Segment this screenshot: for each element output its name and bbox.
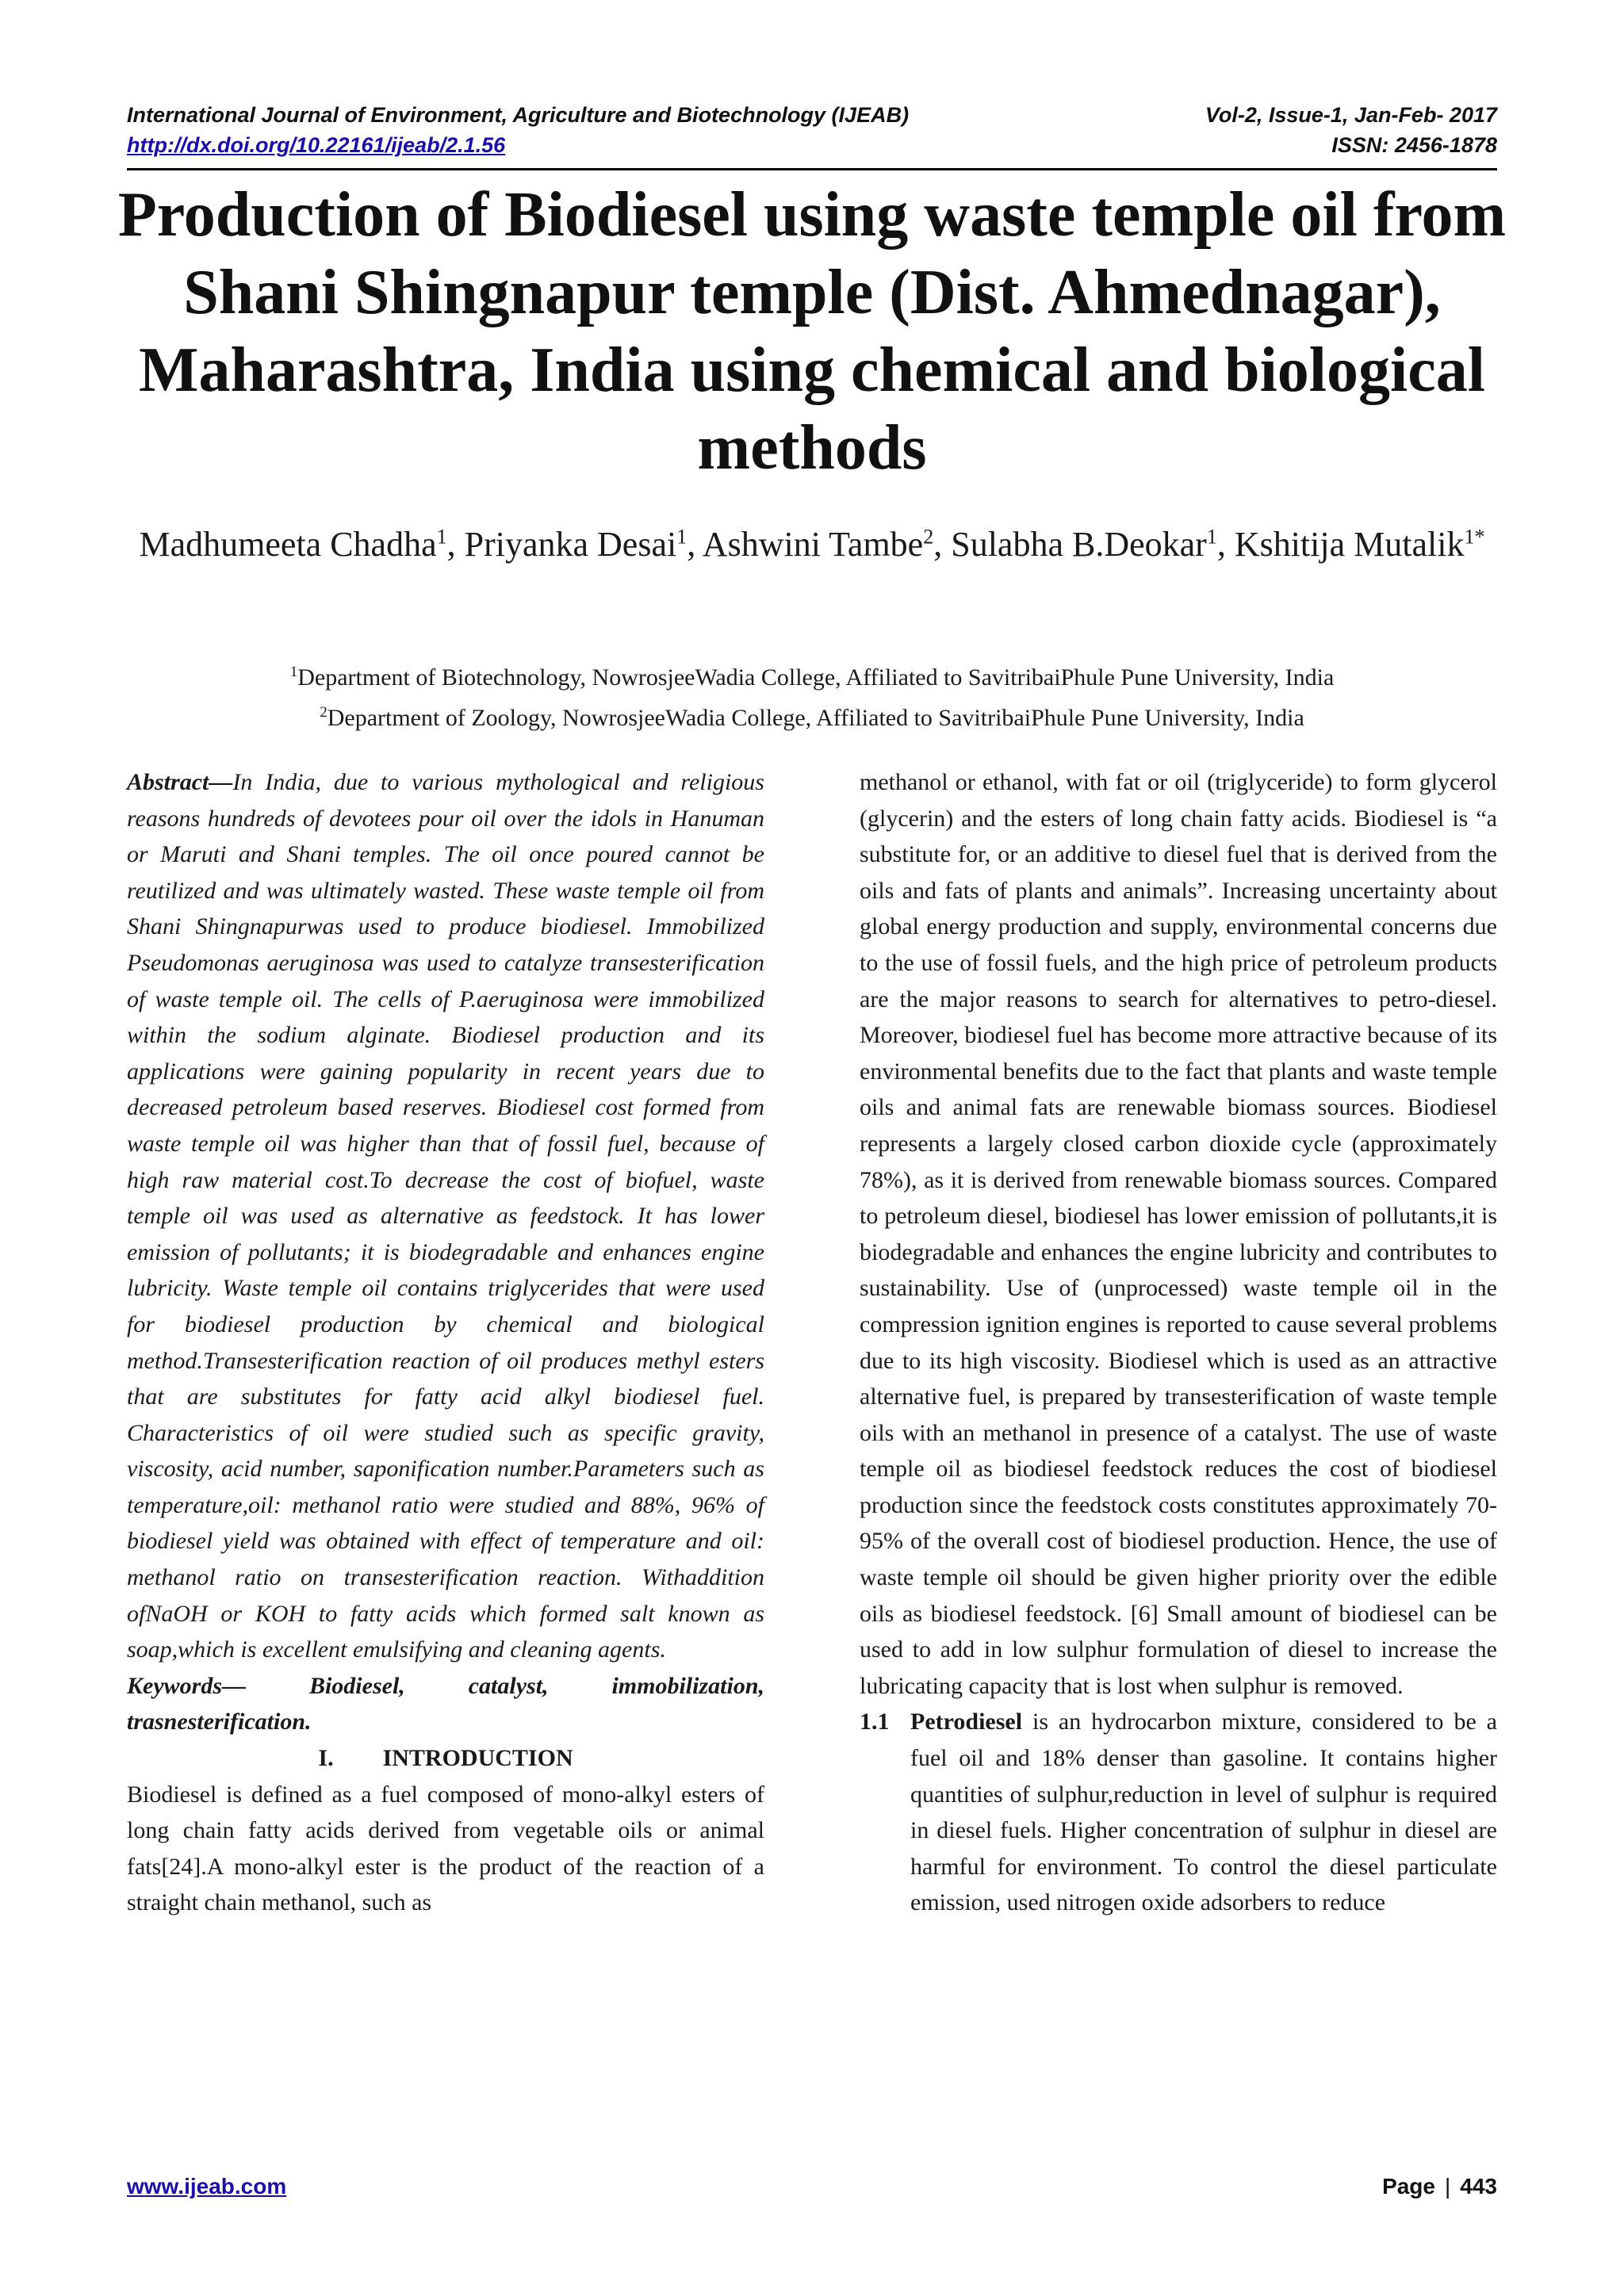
section-title: INTRODUCTION bbox=[382, 1745, 573, 1772]
keywords-text: Biodiesel, catalyst, immobilization, trasnesterification. bbox=[127, 1672, 765, 1735]
abstract-label: Abstract— bbox=[127, 769, 233, 795]
doi-link[interactable]: http://dx.doi.org/10.22161/ijeab/2.1.56 bbox=[127, 133, 506, 157]
section-number: I. bbox=[318, 1745, 334, 1772]
author: Ashwini Tambe$^2$ bbox=[702, 524, 934, 564]
item-text: is an hydrocarbon mixture, considered to be a fuel oil and 18% denser than gasoline. It contains higher quantities of sulphur,reduction in level of sulphur is required in diesel fuels. Higher concentration of sulphur in diesel are harmful for environment. To control the diesel particulate emission, used nitrogen oxide adsorbers to reduce bbox=[910, 1709, 1497, 1916]
affiliation: $^1$Department of Biotechnology, NowrosjeeWadia College, Affiliated to SavitribaiPhule Pune University, India bbox=[289, 664, 1335, 691]
paper-title: Production of Biodiesel using waste temple oil from Shani Shingnapur temple (Dist. Ahmednagar), Maharashtra, India using chemical and biological methods bbox=[117, 180, 1507, 483]
issn: ISSN: 2456-1878 bbox=[1331, 133, 1497, 157]
item-term: Petrodiesel bbox=[910, 1709, 1023, 1735]
intro-paragraph-continued: methanol or ethanol, with fat or oil (triglyceride) to form glycerol (glycerin) and the esters of long chain fatty acids. Biodiesel is “a substitute for, or an additive to diesel fuel that is derived from the oils and fats of plants and animals”. Increasing uncertainty about global energy production and supply, environmental concerns due to the use of fossil fuels, and the high price of petroleum products are the major reasons to search for alternatives to petro-diesel. Moreover, biodiesel fuel has become more attractive because of its environmental benefits due to the fact that plants and waste temple oils and animal fats are renewable biomass sources. Biodiesel represents a largely closed carbon dioxide cycle (approximately 78%), as it is derived from renewable biomass sources. Compared to petroleum diesel, biodiesel has lower emission of pollutants,it is biodegradable and enhances the engine lubricity and contributes to sustainability. Use of (unprocessed) waste temple oil in the compression ignition engines is reported to cause several problems due to its high viscosity. Biodiesel which is used as an attractive alternative fuel, is prepared by transesterification of waste temple oils with an methanol in presence of a catalyst. The use of waste temple oil as biodiesel feedstock reduces the cost of biodiesel production since the feedstock costs constitutes approximately 70-95% of the overall cost of biodiesel production. Hence, the use of waste temple oil should be given higher priority over the edible oils as biodiesel feedstock. [6] Small amount of biodiesel can be used to add in low sulphur formulation of diesel to increase the lubricating capacity that is lost when sulphur is removed. bbox=[860, 769, 1497, 1699]
section-heading bbox=[127, 1740, 764, 1777]
page-number-box: Page | 443 bbox=[1382, 2174, 1497, 2198]
right-column bbox=[860, 764, 1497, 1921]
numbered-item bbox=[860, 1704, 1497, 1921]
running-header bbox=[127, 100, 1497, 160]
journal-name: International Journal of Environment, Agriculture and Biotechnology (IJEAB) bbox=[127, 103, 910, 127]
header-rule bbox=[127, 168, 1497, 170]
author: Priyanka Desai$^1$ bbox=[464, 524, 688, 564]
keywords-label: Keywords— bbox=[127, 1672, 246, 1699]
author-list: Madhumeeta Chadha$^1$, Priyanka Desai$^1$, Ashwini Tambe$^2$, Sulabha B.Deokar$^1$, Kshitija Mutalik$^{1*}$ bbox=[139, 524, 1485, 564]
item-number: 1.1 bbox=[860, 1709, 890, 1735]
volume-issue: Vol-2, Issue-1, Jan-Feb- 2017 bbox=[1205, 103, 1497, 127]
intro-paragraph: Biodiesel is defined as a fuel composed of mono-alkyl esters of long chain fatty acids derived from vegetable oils or animal fats[24].A mono-alkyl ester is the product of the reaction of a straight chain methanol, such as bbox=[127, 1781, 764, 1916]
item-body bbox=[910, 1704, 1497, 1921]
website-link[interactable]: www.ijeab.com bbox=[127, 2174, 287, 2198]
left-column bbox=[127, 764, 764, 1921]
author: Madhumeeta Chadha$^1$ bbox=[139, 524, 447, 564]
affiliation: $^2$Department of Zoology, NowrosjeeWadia College, Affiliated to SavitribaiPhule Pune University, India bbox=[320, 704, 1304, 731]
author: Kshitija Mutalik$^{1*}$ bbox=[1234, 524, 1485, 564]
abstract-text: In India, due to various mythological and religious reasons hundreds of devotees pour oil over the idols in Hanuman or Maruti and Shani temples. The oil once poured cannot be reutilized and was ultimately wasted. These waste temple oil from Shani Shingnapurwas used to produce biodiesel. Immobilized Pseudomonas aeruginosa was used to catalyze transesterification of waste temple oil. The cells of P.aeruginosa were immobilized within the sodium alginate. Biodiesel production and its applications were gaining popularity in recent years due to decreased petroleum based reserves. Biodiesel cost formed from waste temple oil was higher than that of fossil fuel, because of high raw material cost.To decrease the cost of biofuel, waste temple oil was used as alternative as feedstock. It has lower emission of pollutants; it is biodegradable and enhances engine lubricity. Waste temple oil contains triglycerides that were used for biodiesel production by chemical and biological method.Transesterification reaction of oil produces methyl esters that are substitutes for fatty acid alkyl biodiesel fuel. Characteristics of oil were studied such as specific gravity, viscosity, acid number, saponification number.Parameters such as temperature,oil: methanol ratio were studied and 88%, 96% of biodiesel yield was obtained with effect of temperature and oil: methanol ratio on transesterification reaction. Withaddition ofNaOH or KOH to fatty acids which formed salt known as soap,which is excellent emulsifying and cleaning agents. bbox=[127, 769, 764, 1663]
keywords bbox=[127, 1668, 764, 1740]
page-number: 443 bbox=[1460, 2174, 1497, 2198]
page-footer bbox=[127, 2174, 1497, 2199]
abstract bbox=[127, 764, 764, 1668]
affiliations bbox=[127, 655, 1497, 736]
author: Sulabha B.Deokar$^1$ bbox=[951, 524, 1217, 564]
